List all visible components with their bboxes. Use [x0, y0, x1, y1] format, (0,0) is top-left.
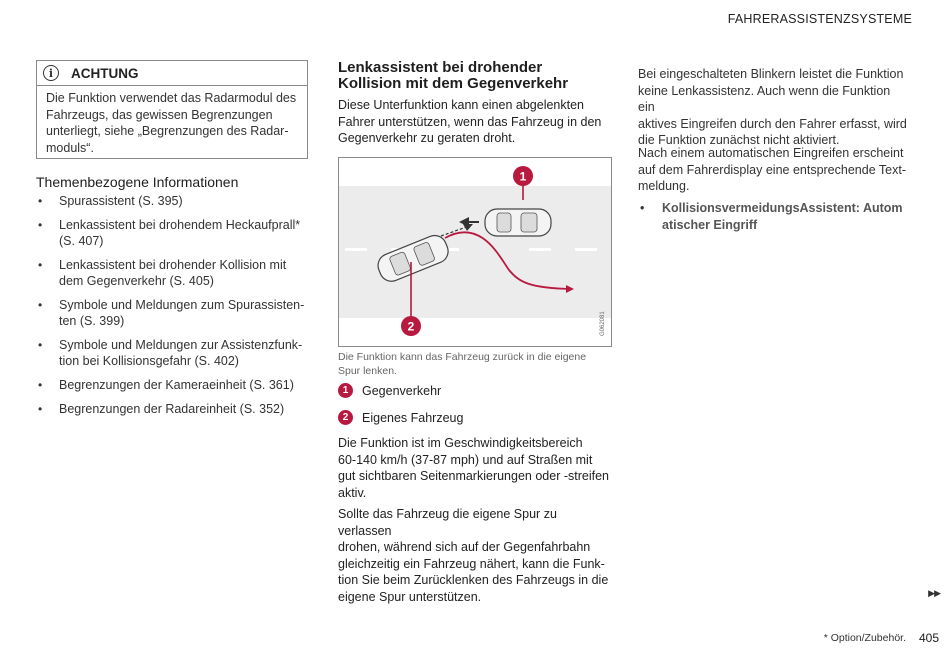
info-icon: i — [43, 65, 59, 81]
link-collision-avoidance[interactable]: • KollisionsvermeidungsAssistent: Autom atischer Eingriff — [638, 200, 910, 233]
paragraph-speed-range: Die Funktion ist im Geschwindigkeitsbereich 60-140 km/h (37-87 mph) und auf Straßen mit gut sichtbaren Seitenmarkierungen oder -streifen aktiv. — [338, 436, 609, 500]
paragraph-turn-signals: Bei eingeschalteten Blinkern leistet die Funktion keine Lenkassistenz. Auch wenn die Funktion ein aktives Eingreifen durch den Fahrer erfasst, wird die Funktion zunächst nicht aktiviert. — [638, 67, 907, 147]
running-header: FAHRERASSISTENZSYSTEME — [727, 12, 912, 26]
lane-illustration — [339, 158, 611, 346]
illustration-frame — [338, 157, 612, 347]
footnote: * Option/Zubehör. — [823, 632, 906, 644]
section-intro: Diese Unterfunktion kann einen abgelenkten Fahrer unterstützen, wenn das Fahrzeug in den Gegenverkehr zu geraten droht. — [338, 98, 602, 145]
warning-line: unterliegt, siehe „Begrenzungen des Radar- — [46, 124, 289, 138]
paragraph-lane-support: Sollte das Fahrzeug die eigene Spur zu verlassen drohen, während sich auf der Gegenfahrbahn gleichzeitig ein Fahrzeug nähert, kann die Funk- tion Sie beim Zurücklenken des Fahrzeugs in die eigene Spur unterstützen. — [338, 507, 609, 604]
road-surface — [339, 182, 611, 322]
related-link-oncoming-traffic[interactable]: • Lenkassistent bei drohender Kollision mit dem Gegenverkehr (S. 405) — [36, 257, 311, 289]
related-info-title: Themenbezogene Informationen — [36, 174, 239, 190]
warning-title: ACHTUNG — [71, 65, 139, 81]
page-number: 405 — [918, 631, 939, 645]
road-edge-bottom — [339, 318, 611, 322]
warning-header — [37, 61, 307, 86]
related-link-rear-collision[interactable]: • Lenkassistent bei drohendem Heckaufprall* (S. 407) — [36, 217, 311, 249]
legend-number: 2 — [338, 410, 353, 425]
oncoming-car — [485, 209, 551, 236]
related-link-radar-limits[interactable]: • Begrenzungen der Radareinheit (S. 352) — [36, 401, 311, 417]
figure-caption: Die Funktion kann das Fahrzeug zurück in die eigene Spur lenken. — [338, 351, 587, 377]
legend-label: Gegenverkehr — [362, 383, 442, 398]
legend-label: Eigenes Fahrzeug — [362, 410, 464, 425]
double-chevron-right-icon[interactable]: ▶▶ — [928, 588, 940, 598]
svg-text:2: 2 — [407, 319, 415, 334]
figure-code: G062081 — [600, 311, 606, 336]
legend-item-own-vehicle — [338, 410, 463, 425]
warning-line: Fahrzeugs, das gewissen Begrenzungen — [46, 107, 273, 122]
warning-line: moduls“. — [46, 140, 94, 155]
related-info-list — [36, 193, 311, 425]
warning-box — [36, 60, 308, 159]
warning-line: Die Funktion verwendet das Radarmodul des — [46, 91, 297, 105]
warning-text — [37, 86, 307, 156]
legend-number: 1 — [338, 383, 353, 398]
paragraph-display-message: Nach einem automatischen Eingreifen erscheint auf dem Fahrerdisplay eine entsprechende Text- meldung. — [638, 146, 906, 193]
related-link-assist-symbols[interactable]: • Symbole und Meldungen zur Assistenzfunk- tion bei Kollisionsgefahr (S. 402) — [36, 337, 311, 369]
section-title: Lenkassistent bei drohender Kollision mit dem Gegenverkehr — [338, 59, 569, 92]
marker-1 — [513, 166, 533, 186]
svg-text:1: 1 — [519, 169, 527, 184]
marker-2 — [401, 316, 421, 336]
related-link-lane-assist[interactable]: • Spurassistent (S. 395) — [36, 193, 311, 209]
road-edge-top — [339, 182, 611, 186]
related-link-camera-limits[interactable]: • Begrenzungen der Kameraeinheit (S. 361) — [36, 377, 311, 393]
legend-item-oncoming — [338, 383, 441, 398]
related-link-lane-symbols[interactable]: • Symbole und Meldungen zum Spurassisten- ten (S. 399) — [36, 297, 311, 329]
